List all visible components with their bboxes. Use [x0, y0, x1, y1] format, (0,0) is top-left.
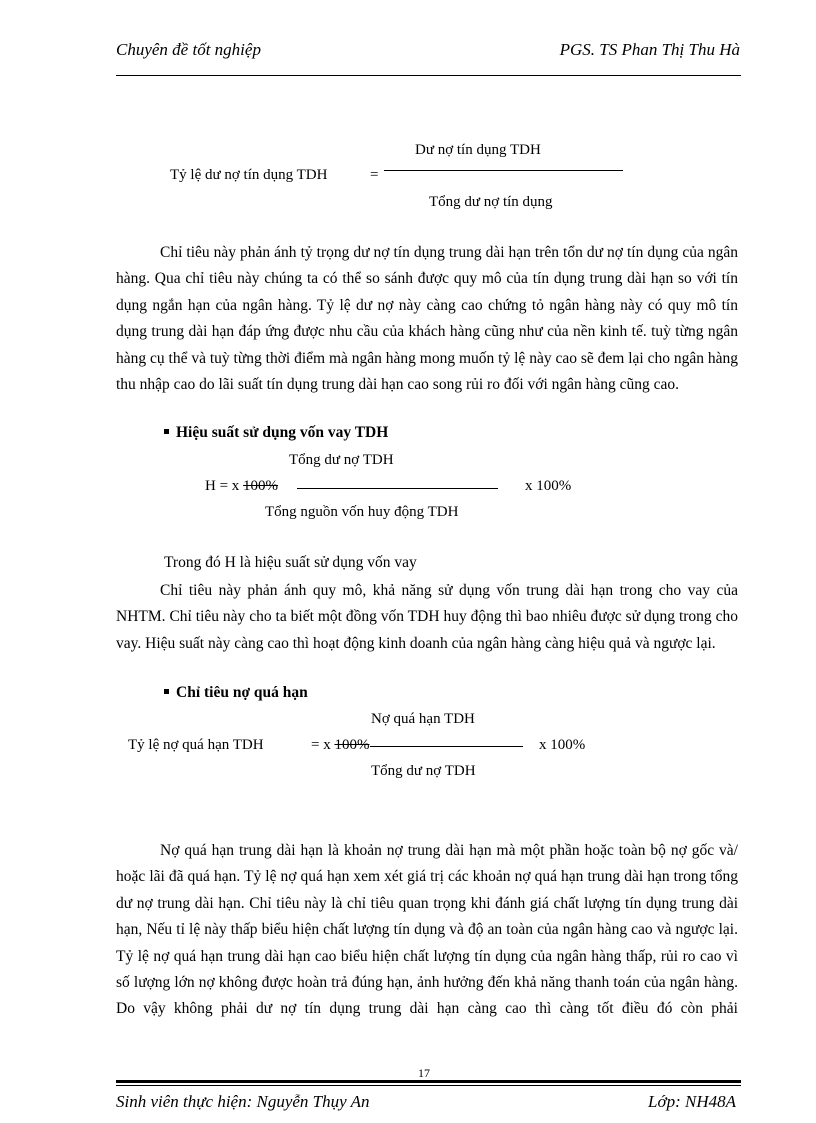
- page-number: 17: [418, 1066, 430, 1080]
- formula3-struck: 100%: [334, 737, 370, 753]
- section2-title: Chỉ tiêu nợ quá hạn: [176, 684, 308, 701]
- formula1-numerator: Dư nợ tín dụng TDH: [415, 142, 541, 158]
- section2-heading: [164, 684, 308, 702]
- formula3-eq-text: = x: [311, 737, 335, 753]
- bullet-square-icon: [164, 689, 169, 694]
- footer-rule-thin: [116, 1085, 741, 1086]
- formula3-lhs: Tỷ lệ nợ quá hạn TDH: [128, 737, 264, 753]
- paragraph-3: Nợ quá hạn trung dài hạn là khoản nợ trung dài hạn mà một phần hoặc toàn bộ nợ gốc và/ hoặc lãi đã quá hạn. Tỷ lệ nợ quá hạn xem xét giá trị các khoản nợ quá hạn trung dài hạn trong tổng dư nợ trung dài hạn. Chỉ tiêu này là chỉ tiêu quan trọng khi đánh giá chất lượng tín dụng trung dài hạn, Nếu tỉ lệ này thấp biểu hiện chất lượng tín dụng và độ an toàn của ngân hàng cao và ngược lại. Tỷ lệ nợ quá hạn trung dài hạn cao biểu hiện chất lượng tín dụng của ngân hàng thấp, rủi ro cao vì số lượng lớn nợ không được hoàn trả đúng hạn, ảnh hưởng đến khả năng thanh toán của ngân hàng. Do vậy không phải dư nợ tín dụng trung dài hạn càng cao thì càng tốt điều đó còn phải: [116, 842, 738, 1018]
- footer-right: Lớp: NH48A: [648, 1092, 736, 1111]
- formula3-numerator: Nợ quá hạn TDH: [371, 711, 475, 727]
- formula3-eq: [311, 737, 369, 754]
- paragraph-1: Chỉ tiêu này phản ánh tỷ trọng dư nợ tín dụng trung dài hạn trên tổn dư nợ tín dụng của ngân hàng. Qua chỉ tiêu này chúng ta có thể so sánh được quy mô của tín dụng trung dài hạn so với tín dụng ngắn hạn của ngân hàng. Tỷ lệ dư nợ này càng cao chứng tỏ ngân hàng này có quy mô tín dụng trung dài hạn đáp ứng được nhu cầu của khách hàng cũng như của nền kinh tế. tuỳ từng ngân hàng cụ thể và tuỳ từng thời điểm mà ngân hàng mong muốn tỷ lệ này cao sẽ đem lại cho ngân hàng thu nhập cao do lãi suất tín dụng trung dài hạn cao song rủi ro đối với ngân hàng cũng cao.: [116, 244, 738, 394]
- section1-title: Hiệu suất sử dụng vốn vay TDH: [176, 424, 389, 441]
- section1-heading: [164, 424, 388, 442]
- paragraph-2: Chỉ tiêu này phản ánh quy mô, khả năng sử dụng vốn trung dài hạn trong cho vay của NHTM. Chỉ tiêu này cho ta biết một đồng vốn TDH huy động thì bao nhiêu được sử dụng trong cho vay. Hiệu suất này càng cao thì hoạt động kinh doanh của ngân hàng càng hiệu quả và ngược lại.: [116, 582, 738, 652]
- footer-rule-thick: [116, 1080, 741, 1083]
- formula3-denominator: Tổng dư nợ TDH: [371, 763, 476, 779]
- formula2-struck: 100%: [243, 478, 279, 494]
- formula1-equals: =: [370, 167, 379, 183]
- header-right: PGS. TS Phan Thị Thu Hà: [559, 40, 740, 59]
- formula2-numerator: Tổng dư nợ TDH: [289, 452, 394, 468]
- formula3-rhs: x 100%: [539, 737, 586, 753]
- header-left: Chuyên đề tốt nghiệp: [116, 40, 261, 59]
- bullet-square-icon: [164, 429, 169, 434]
- formula2-note: Trong đó H là hiệu suất sử dụng vốn vay: [164, 554, 417, 571]
- formula2-fraction-bar: [297, 488, 498, 489]
- formula2-denominator: Tổng nguồn vốn huy động TDH: [265, 504, 459, 520]
- formula3-fraction-bar: [370, 746, 523, 747]
- formula2-lhs: [205, 478, 278, 495]
- footer-left: Sinh viên thực hiện: Nguyễn Thụy An: [116, 1092, 370, 1111]
- header-rule: [116, 75, 741, 76]
- formula2-lhs-text: H = x: [205, 478, 244, 494]
- formula1-lhs: Tỷ lệ dư nợ tín dụng TDH: [170, 167, 328, 183]
- formula1-denominator: Tổng dư nợ tín dụng: [429, 194, 553, 210]
- formula2-rhs: x 100%: [525, 478, 572, 494]
- formula1-fraction-bar: [384, 170, 623, 171]
